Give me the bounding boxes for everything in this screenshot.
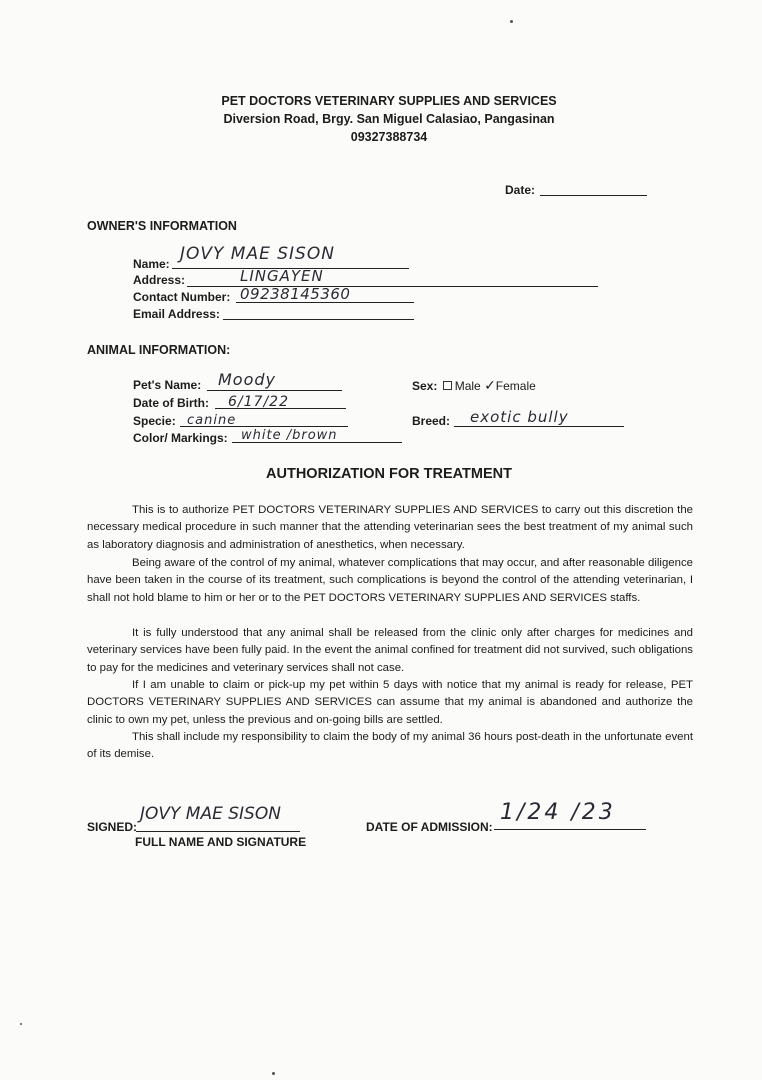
authorization-paragraph-1: This is to authorize PET DOCTORS VETERINARY SUPPLIES AND SERVICES to carry out this discretion the necessary medical procedure in such manner that the attending veterinarian sees the best treatment of my animal such as laboratory diagnosis and administration of anesthetics, when necessary. (87, 504, 693, 551)
authorization-paragraph-4: If I am unable to claim or pick-up my pet within 5 days with notice that my animal is ready for release, PET DOCTORS VETERINARY SUPPLIES AND SERVICES can assume that my animal is abandoned and authorize the clinic to own my pet, unless the previous and on-going bills are settled. (87, 679, 693, 726)
breed-value: exotic bully (470, 408, 569, 426)
owner-address-label: Address: (133, 273, 186, 287)
scan-speck (20, 1023, 22, 1025)
pet-name-line (207, 390, 342, 391)
sex-label: Sex: (412, 379, 438, 393)
admission-date-value: 1/24 /23 (500, 800, 616, 825)
signature-value: JOVY MAE SISON (140, 804, 281, 824)
sex-male-checkbox[interactable] (443, 381, 452, 390)
owner-section-title: OWNER'S INFORMATION (87, 219, 237, 233)
breed-label: Breed: (412, 414, 451, 428)
signed-line (136, 831, 300, 832)
owner-name-value: JOVY MAE SISON (180, 244, 335, 264)
admission-date-line (494, 829, 646, 830)
pet-name-value: Moody (218, 370, 277, 389)
specie-label: Specie: (133, 414, 176, 428)
signed-label: SIGNED: (87, 820, 138, 834)
authorization-paragraph-3: It is fully understood that any animal shall be released from the clinic only after charges for medicines and veterinary services have been fully paid. In the event the animal confined for treatment did not survived, such obligations to pay for the medicines and veterinary services shall not case. (87, 627, 693, 674)
business-name: PET DOCTORS VETERINARY SUPPLIES AND SERVICES (221, 94, 557, 108)
pet-name-label: Pet's Name: (133, 378, 202, 392)
color-label: Color/ Markings: (133, 431, 228, 445)
animal-section-title: ANIMAL INFORMATION: (87, 343, 231, 357)
dob-label: Date of Birth: (133, 396, 209, 410)
sex-female-label: Female (495, 379, 536, 393)
owner-email-line (223, 319, 414, 320)
business-address: Diversion Road, Brgy. San Miguel Calasiao, Pangasinan (223, 112, 555, 126)
date-label: Date: (505, 183, 536, 197)
authorization-title: AUTHORIZATION FOR TREATMENT (266, 466, 512, 482)
specie-value: canine (187, 413, 237, 428)
admission-date-label: DATE OF ADMISSION: (366, 820, 493, 834)
scan-speck (272, 1072, 275, 1075)
breed-line (454, 426, 624, 427)
owner-address-value: LINGAYEN (240, 267, 324, 285)
owner-email-label: Email Address: (133, 307, 220, 321)
signature-caption: FULL NAME AND SIGNATURE (135, 835, 307, 849)
authorization-paragraph-2: Being aware of the control of my animal, whatever complications that may occur, and after reasonable diligence have been taken in the course of its treatment, such complications is beyond the control of the attending veterinarian, I shall not hold blame to him or her or to the PET DOCTORS VETERINARY SUPPLIES AND SERVICES staffs. (87, 557, 693, 604)
sex-female-check-icon[interactable]: ✓ (484, 378, 496, 394)
sex-field (412, 378, 536, 394)
owner-name-label: Name: (133, 257, 170, 271)
date-line (540, 195, 647, 196)
color-value: white /brown (241, 428, 338, 443)
owner-contact-label: Contact Number: (133, 290, 231, 304)
owner-contact-value: 09238145360 (240, 285, 351, 303)
business-phone: 09327388734 (350, 130, 428, 144)
scan-speck (510, 20, 513, 23)
dob-value: 6/17/22 (228, 394, 289, 410)
authorization-paragraph-5: This shall include my responsibility to claim the body of my animal 36 hours post-death in the unfortunate event of its demise. (87, 731, 693, 761)
sex-male-label: Male (454, 379, 481, 393)
